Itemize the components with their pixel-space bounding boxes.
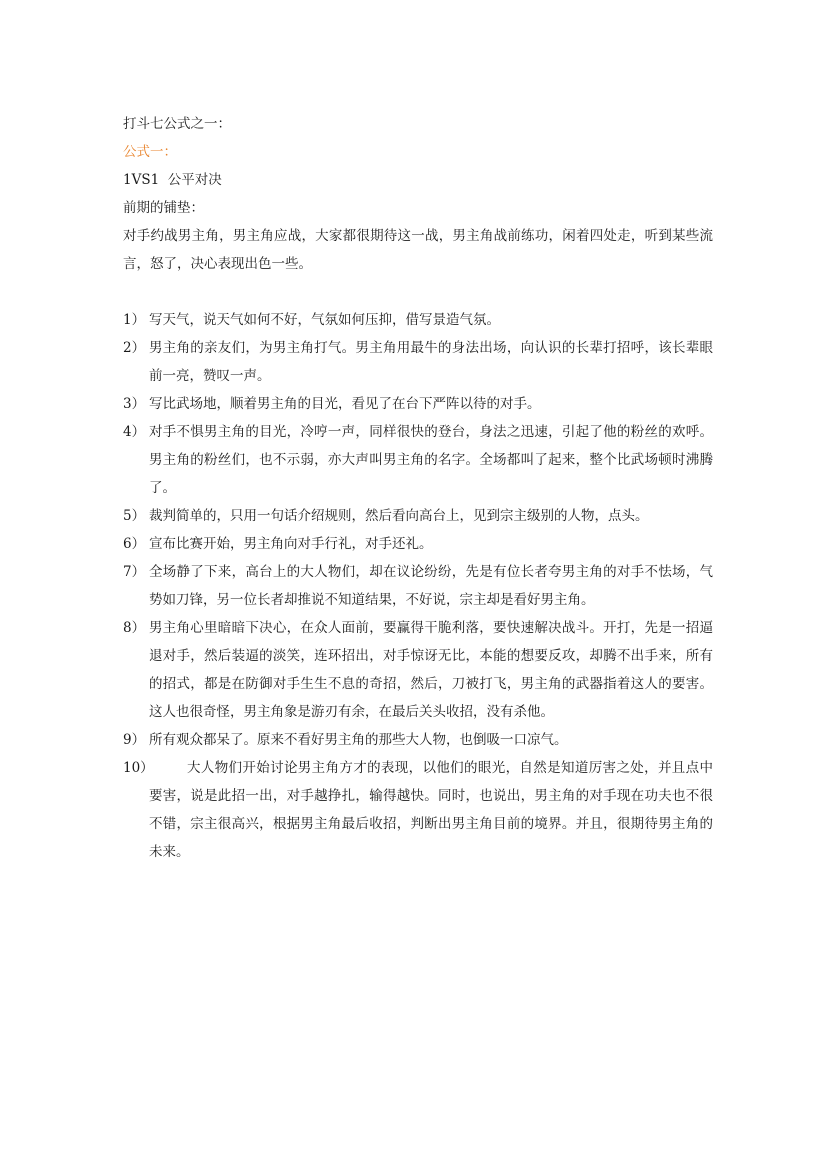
- item-text: 男主角心里暗暗下决心，在众人面前，要赢得干脆利落，要快速解决战斗。开打，先是一招逼退对手，然后装逼的淡笑，连环招出，对手惊讶无比，本能的想要反攻，却腾不出手来，所有的招式，都是在防御对手生生不息的奇招，然后，刀被打飞，男主角的武器指着这人的要害。这人也很奇怪，男主角象是游刃有余，在最后关头收招，没有杀他。: [149, 620, 713, 720]
- step-list: [123, 306, 713, 866]
- list-item: [123, 530, 713, 558]
- list-item: [123, 614, 713, 726]
- document-page: [123, 110, 713, 866]
- item-text: 全场静了下来，高台上的大人物们，却在议论纷纷，先是有位长者夸男主角的对手不怯场，气势如刀锋，另一位长者却推说不知道结果，不好说，宗主却是看好男主角。: [149, 564, 713, 608]
- doc-title: 打斗七公式之一：: [123, 116, 231, 132]
- item-number: 8）: [123, 620, 146, 636]
- item-text: 写比武场地，顺着男主角的目光，看见了在台下严阵以待的对手。: [149, 396, 541, 412]
- item-number: 1）: [123, 312, 146, 328]
- list-item: [123, 334, 713, 390]
- list-item: [123, 558, 713, 614]
- list-item: [123, 754, 713, 866]
- item-text: 所有观众都呆了。原来不看好男主角的那些大人物，也倒吸一口凉气。: [149, 732, 568, 748]
- list-item: [123, 502, 713, 530]
- formula-label: 公式一：: [123, 144, 177, 160]
- list-item: [123, 390, 713, 418]
- item-number: 7）: [123, 564, 146, 580]
- item-text: 宣布比赛开始，男主角向对手行礼，对手还礼。: [149, 536, 433, 552]
- item-number: 6）: [123, 536, 146, 552]
- item-number: 5）: [123, 508, 146, 524]
- item-number: 4）: [123, 424, 146, 440]
- item-number: 10）: [123, 760, 154, 776]
- list-item: [123, 306, 713, 334]
- item-text: 大人物们开始讨论男主角方才的表现，以他们的眼光，自然是知道厉害之处，并且点中要害，说是此招一出，对手越挣扎，输得越快。同时，也说出，男主角的对手现在功夫也不很不错，宗主很高兴，根据男主角最后收招，判断出男主角目前的境界。并且，很期待男主角的未来。: [149, 760, 713, 860]
- setup-heading: 前期的铺垫：: [123, 200, 204, 216]
- blank-line: [123, 278, 713, 306]
- item-number: 9）: [123, 732, 146, 748]
- list-item: [123, 418, 713, 502]
- item-text: 对手不惧男主角的目光，冷哼一声，同样很快的登台，身法之迅速，引起了他的粉丝的欢呼。男主角的粉丝们，也不示弱，亦大声叫男主角的名字。全场都叫了起来，整个比武场顿时沸腾了。: [149, 424, 713, 496]
- list-item: [123, 726, 713, 754]
- item-text: 裁判简单的，只用一句话介绍规则，然后看向高台上，见到宗主级别的人物，点头。: [149, 508, 649, 524]
- item-text: 男主角的亲友们，为男主角打气。男主角用最牛的身法出场，向认识的长辈打招呼，该长辈眼前一亮，赞叹一声。: [149, 340, 713, 384]
- mode-heading: 1VS1 公平对决: [123, 172, 222, 188]
- item-text: 写天气，说天气如何不好，气氛如何压抑，借写景造气氛。: [149, 312, 500, 328]
- intro-paragraph: 对手约战男主角，男主角应战，大家都很期待这一战，男主角战前练功，闲着四处走，听到某些流言，怒了，决心表现出色一些。: [123, 228, 713, 272]
- item-number: 2）: [123, 340, 146, 356]
- item-number: 3）: [123, 396, 146, 412]
